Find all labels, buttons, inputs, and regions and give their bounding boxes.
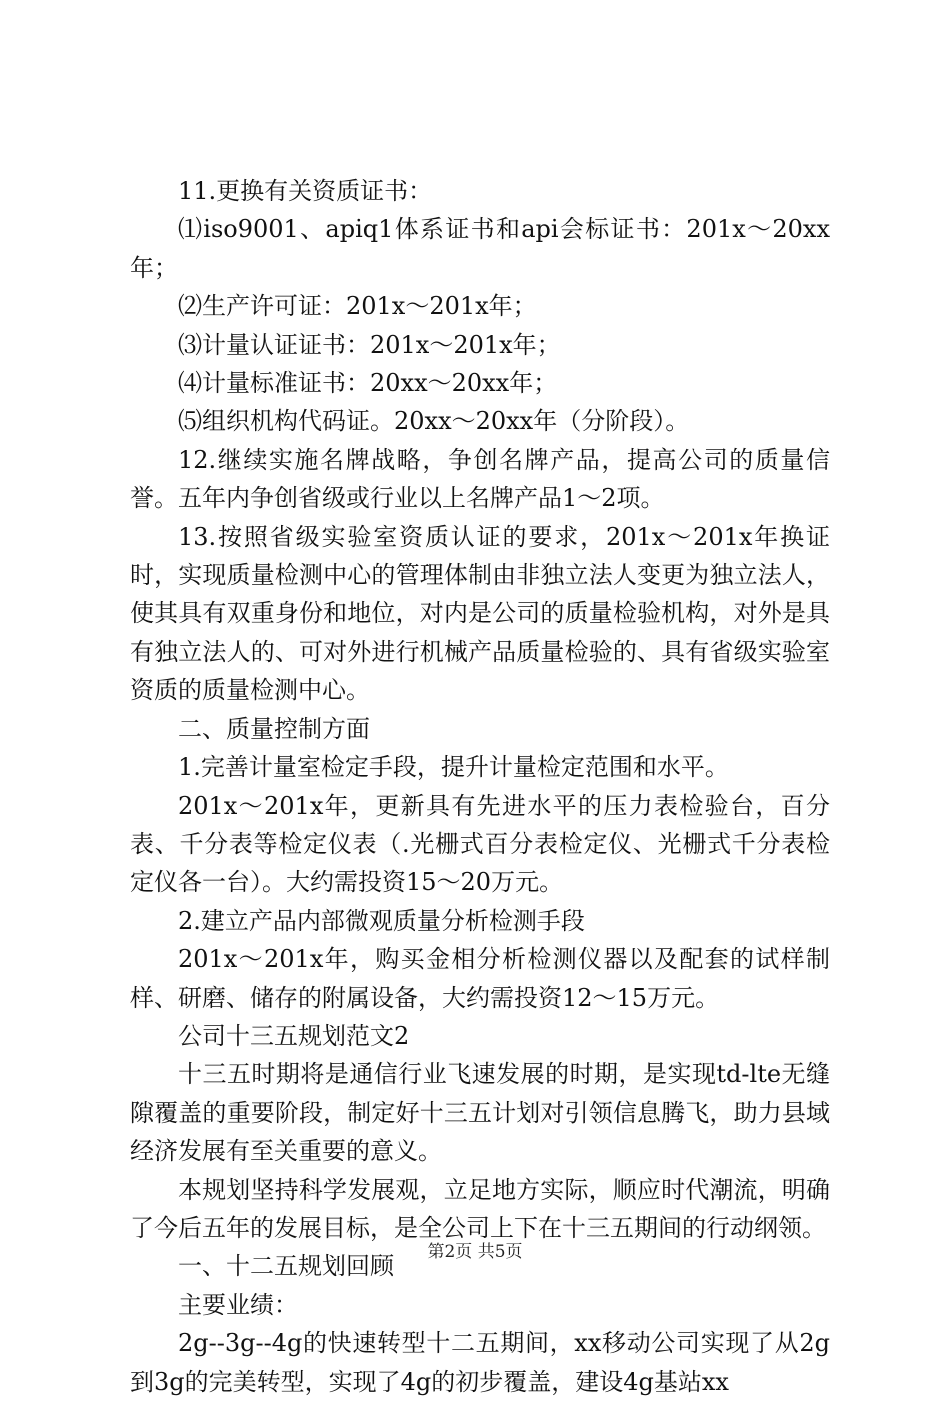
paragraph-analysis-detail: 201x～201x年，购买金相分析检测仪器以及配套的试样制样、研磨、储存的附属设备，大约需投资12～15万元。 xyxy=(130,945,830,1012)
paragraph-item-4: ⑷计量标准证书：20xx～20xx年； xyxy=(178,369,558,398)
paragraph-qualification-heading: 11.更换有关资质证书： xyxy=(178,177,433,205)
paragraph-metrology-heading: 1.完善计量室检定手段，提升计量检定范围和水平。 xyxy=(178,753,729,782)
section-heading-quality-control: 二、质量控制方面 xyxy=(178,714,370,743)
page-footer: 第2页 共5页 xyxy=(427,1242,523,1262)
paragraph-item-1: ⑴iso9001、apiq1体系证书和api会标证书：201x～20xx年； xyxy=(130,215,830,282)
paragraph-plan-purpose: 本规划坚持科学发展观，立足地方实际，顺应时代潮流，明确了今后五年的发展目标，是全公司上下在十三五期间的行动纲领。 xyxy=(130,1175,830,1242)
section-heading-review: 一、十二五规划回顾 xyxy=(178,1252,394,1281)
paragraph-brand-strategy: 12.继续实施名牌战略，争创名牌产品，提高公司的质量信誉。五年内争创省级或行业以上名牌产品1～2项。 xyxy=(130,445,830,513)
section-heading-sample-2: 公司十三五规划范文2 xyxy=(178,1021,410,1050)
subheading-main-achievements: 主要业绩： xyxy=(178,1290,298,1319)
paragraph-network-transition: 2g--3g--4g的快速转型十二五期间，xx移动公司实现了从2g到3g的完美转型，实现了4g的初步覆盖，建设4g基站xx xyxy=(130,1329,830,1396)
paragraph-item-3: ⑶计量认证证书：201x～201x年； xyxy=(178,330,561,359)
paragraph-intro: 十三五时期将是通信行业飞速发展的时期，是实现td-lte无缝隙覆盖的重要阶段，制定好十三五计划对引领信息腾飞，助力县域经济发展有至关重要的意义。 xyxy=(130,1060,830,1166)
document-body xyxy=(130,172,830,1401)
paragraph-item-2: ⑵生产许可证：201x～201x年； xyxy=(178,292,537,321)
paragraph-metrology-detail: 201x～201x年，更新具有先进水平的压力表检验台，百分表、千分表等检定仪表（.光栅式百分表检定仪、光栅式千分表检定仪各一台）。大约需投资15～20万元。 xyxy=(130,791,830,897)
paragraph-analysis-heading: 2.建立产品内部微观质量分析检测手段 xyxy=(178,906,585,935)
paragraph-lab-certification: 13.按照省级实验室资质认证的要求，201x～201x年换证时，实现质量检测中心的管理体制由非独立法人变更为独立法人，使其具有双重身份和地位，对内是公司的质量检验机构，对外是具有独立法人的、可对外进行机械产品质量检验的、具有省级实验室资质的质量检测中心。 xyxy=(130,522,830,705)
paragraph-item-5: ⑸组织机构代码证。20xx～20xx年（分阶段）。 xyxy=(178,407,690,436)
